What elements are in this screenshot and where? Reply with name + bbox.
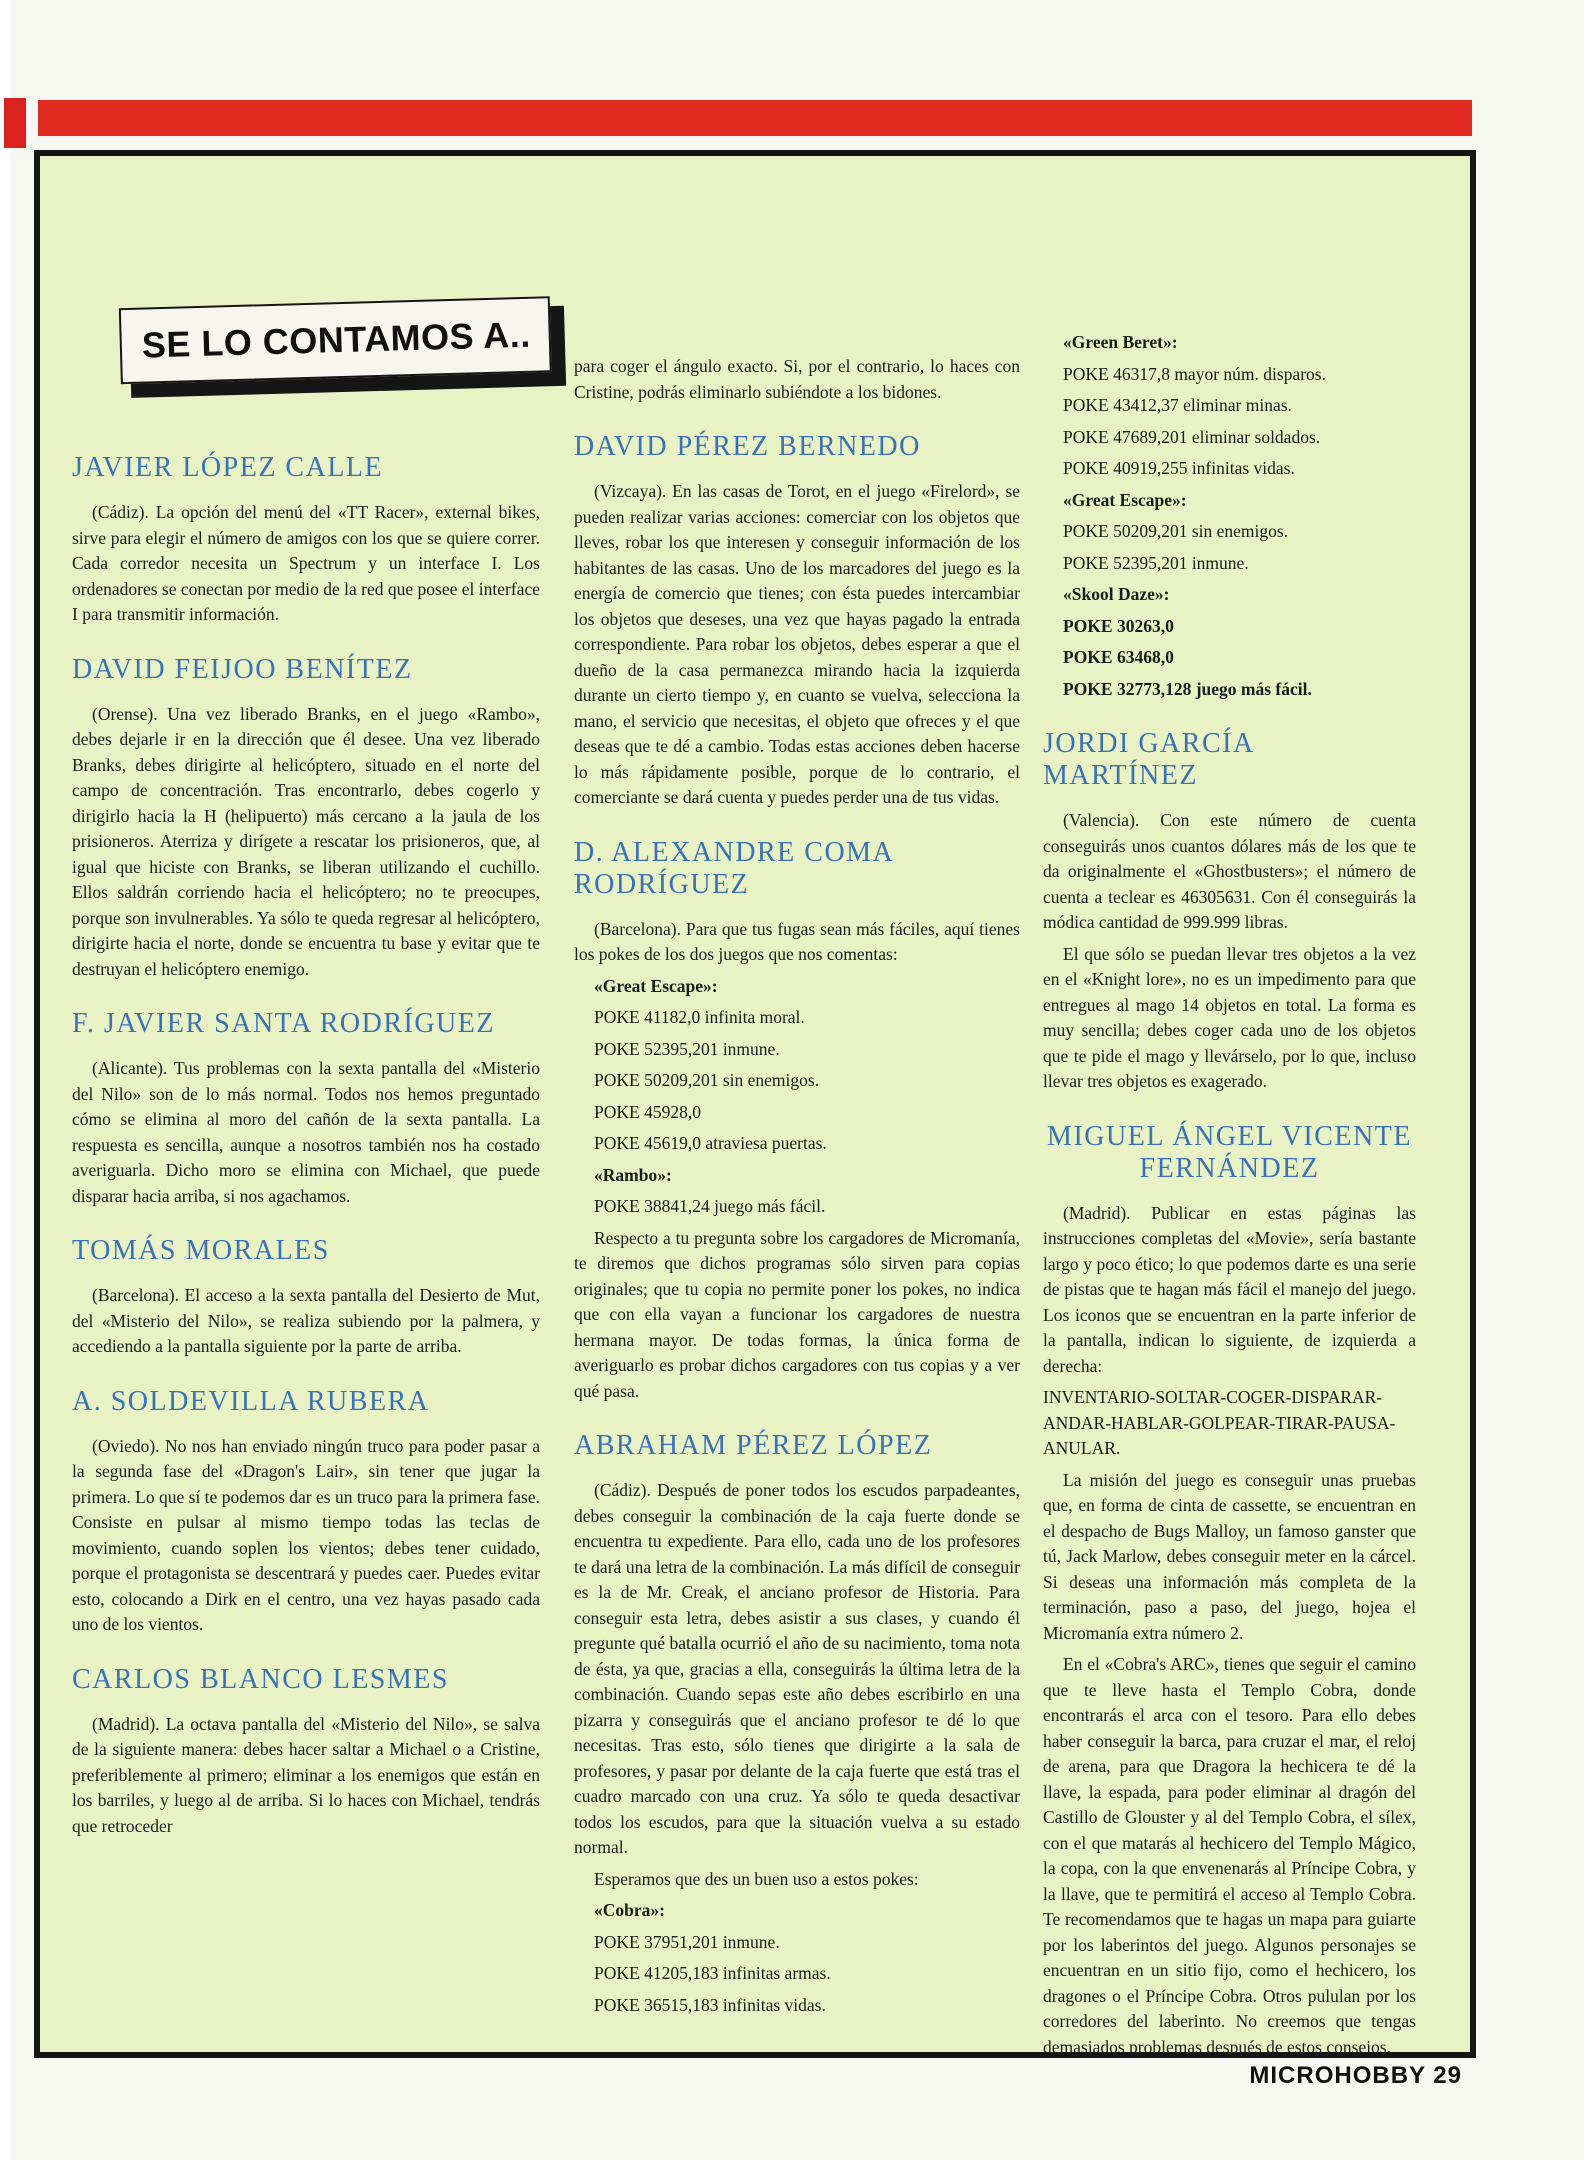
poke-line: POKE 52395,201 inmune. xyxy=(594,1038,780,1059)
game-title: «Green Beret»: xyxy=(1063,332,1178,352)
game-title: «Skool Daze»: xyxy=(1063,584,1170,604)
reader-name: CARLOS BLANCO LESMES xyxy=(72,1663,449,1695)
answer-text: La misión del juego es conseguir unas pruebas que, en forma de cinta de cassette, se encuentran en el despacho de Bugs Malloy, un famoso ganster que tú, Jack Marlow, debes conseguir meter en la cárcel. Si deseas una información más completa de la terminación, paso a paso, del juego, hojea el Micromanía extra número 2. xyxy=(1043,1469,1416,1643)
reader-name: F. JAVIER SANTA RODRÍGUEZ xyxy=(72,1008,495,1039)
game-title: «Great Escape»: xyxy=(594,975,718,996)
game-title: «Great Escape»: xyxy=(1063,489,1187,510)
poke-line: POKE 63468,0 xyxy=(1063,647,1174,667)
poke-line: POKE 38841,24 juego más fácil. xyxy=(594,1196,826,1216)
top-red-band xyxy=(38,100,1472,136)
answer-text: (Madrid). La octava pantalla del «Misterio del Nilo», se salva de la siguiente manera: debes hacer saltar a Michael o a Cristine, preferiblemente al primero; eliminar a los enemigos que están en los barriles, y luego al de arriba. Si lo haces con Michael, tendrás que retroceder xyxy=(72,1713,540,1836)
poke-line: POKE 45619,0 atraviesa puertas. xyxy=(594,1133,827,1153)
answer-text: (Cádiz). Después de poner todos los escudos parpadeantes, debes conseguir la combinación de la caja fuerte donde se encuentra tu expediente. Para ello, cada uno de los profesores te dará una letra de la combinación. La más difícil de conseguir es la de Mr. Creak, el anciano profesor de Historia. Para conseguir esta letra, debes asistir a sus clases, y cuando él pregunte qué batalla ocurrió el año de su nacimiento, toma nota de ésta, ya que, gracias a ella, conseguirás la última letra de la combinación. Cuando sepas este año debes escribirlo en una pizarra y conseguirás que el anciano profesor te dé lo que necesitas. Tras esto, sólo tienes que dirigirte a la sala de profesores, y pasar por delante de la caja fuerte que está tras el cuadro marcado con una cruz. Ya sólo te queda desactivar todos los escudos, para que la situación vuelva a su estado normal. xyxy=(574,1480,1020,1857)
answer-text: (Oviedo). No nos han enviado ningún truco para poder pasar a la segunda fase del «Dragon's Lair», sin tener que jugar la primera. Lo que sí te podemos dar es un truco para la primera fase. Consiste en pulsar al mismo tiempo todas las teclas de movimiento, cuando soplen los vientos; debes tener cuidado, porque el protagonista se descentrará y puedes caer. Puedes evitar esto, colocando a Dirk en el centro, una vez hayas pasado cada uno de los vientos. xyxy=(72,1435,540,1634)
answer-text: (Orense). Una vez liberado Branks, en el juego «Rambo», debes dejarle ir en la dirección que él desee. Una vez liberado Branks, debes dirigirte al helicóptero, situado en el norte del campo de concentración. Tras encontrarlo, debes cogerlo y dirigirlo hacia la H (helipuerto) más cercano a la jaula de los prisioneros. Aterriza y dirígete a rescatar los prisioneros, que, al igual que hiciste con Branks, se liberan utilizando el cuchillo. Ellos saldrán corriendo hacia el helicóptero; no te preocupes, porque son invulnerables. Ya sólo te queda regresar al helicóptero, dirigirte hacia el norte, donde se encuentra tu base y evitar que te destruyan el helicóptero enemigo. xyxy=(72,703,540,979)
answer-text: (Alicante). Tus problemas con la sexta pantalla del «Misterio del Nilo» son de lo más normal. Todos nos hemos preguntado cómo se elimina al moro del cañón de la sexta pantalla. La respuesta es sencilla, aunque a nosotros también nos ha costado averiguarla. Dicho moro se elimina con Michael, que puede disparar hacia arriba, si nos agachamos. xyxy=(72,1058,540,1206)
reader-name-line-2: RODRÍGUEZ xyxy=(574,868,750,900)
left-red-tab xyxy=(4,98,26,148)
answer-text: (Madrid). Publicar en estas páginas las instrucciones completas del «Movie», sería bastante largo y poco ético; lo que podemos darte es una serie de pistas que te hagan más fácil el manejo del juego. Los iconos que se encuentran en la parte inferior de la pantalla, indican lo siguiente, de izquierda a derecha: xyxy=(1043,1202,1416,1376)
answer-text: (Barcelona). El acceso a la sexta pantalla del Desierto de Mut, del «Misterio del Nilo», se realiza subiendo por la palmera, y accediendo a la pantalla siguiente por la parte de arriba. xyxy=(72,1285,540,1356)
poke-line: POKE 52395,201 inmune. xyxy=(1063,552,1249,573)
reader-name: DAVID FEIJOO BENÍTEZ xyxy=(72,653,413,685)
reader-name-line-2: FERNÁNDEZ xyxy=(1139,1152,1320,1184)
poke-line: POKE 36515,183 infinitas vidas. xyxy=(594,1994,826,2015)
reader-name: A. SOLDEVILLA RUBERA xyxy=(72,1385,430,1417)
reader-name-line-1: MIGUEL ÁNGEL VICENTE xyxy=(1047,1120,1412,1152)
reader-name-line-1: D. ALEXANDRE COMA xyxy=(574,836,895,868)
answer-text: En el «Cobra's ARC», tienes que seguir el camino que te lleve hasta el Templo Cobra, donde encontrarás el arca con el tesoro. Para ello debes haber conseguir la barca, para cruzar el mar, el reloj de arena, para que Dragora la hechicera te dé la llave, la espada, para poder eliminar al dragón del Castillo de Glouster y al del Templo Cobra, el sílex, con el que matarás al hechicero del Templo Mágico, la copa, con la que envenenarás al Príncipe Cobra, y la llave, que te permitirá el acceso al Templo Cobra. Te recomendamos que te hagas un mapa para guiarte por los laberintos del juego. Algunos personajes se encuentran en un sitio fijo, como el hechicero, los dragones o el Príncipe Cobra. Otros pululan por los corredores del laberinto. No creemos que tengas demasiados problemas después de estos consejos. xyxy=(1043,1654,1416,2057)
column-2 xyxy=(574,354,1020,2024)
answer-text: (Barcelona). Para que tus fugas sean más fáciles, aquí tienes los pokes de los dos juegos que nos comentas: xyxy=(574,918,1020,964)
page-number: 29 xyxy=(1433,2062,1462,2089)
poke-line: POKE 41182,0 infinita moral. xyxy=(594,1007,805,1027)
column-1 xyxy=(72,452,540,1845)
reader-name: JORDI GARCÍA MARTÍNEZ xyxy=(1043,728,1254,791)
poke-line: POKE 30263,0 xyxy=(1063,615,1174,636)
section-heading-box xyxy=(119,296,566,400)
answer-text: (Vizcaya). En las casas de Torot, en el juego «Firelord», se pueden realizar varias acciones: comerciar con los objetos que lleves, robar los que interesen y conseguir información de los habitantes de las casas. Uno de los marcadores del juego es la energía de comercio que tienes; con ésta puedes intercambiar los objetos que deseses, una vez que hayas pagado la entrada correspondiente. Para robar los objetos, debes esperar a que el dueño de la casa permanezca mirando hacia la izquierda durante un cierto tiempo y, en cuanto se vuelva, selecciona la mano, el servicio que necesitas, el objeto que ofreces y el que deseas que te dé a cambio. Todas estas acciones deben hacerse lo más rápidamente posible, porque de lo contrario, el comerciante se dará cuenta y puedes perder una de tus vidas. xyxy=(574,481,1020,807)
reader-name: JAVIER LÓPEZ CALLE xyxy=(72,452,384,483)
reader-name: DAVID PÉREZ BERNEDO xyxy=(574,431,921,462)
reader-name xyxy=(1043,1121,1416,1185)
answer-text: (Cádiz). La opción del menú del «TT Racer», external bikes, sirve para elegir el número de amigos con los que se quiere correr. Cada corredor necesita un Spectrum y un interface I. Los ordenadores se conectan por medio de la red que posee el interface I para transmitir información. xyxy=(72,502,540,624)
page-edge xyxy=(0,0,10,2160)
answer-text: Respecto a tu pregunta sobre los cargadores de Micromanía, te diremos que dichos programas sólo sirven para copias originales; que tu copia no permite poner los pokes, no indica que con ella vayan a funcionar los cargadores de nuestra hermana mayor. De todas formas, la única forma de averiguarlo es probar dichos cargadores con tus copias y a ver qué pasa. xyxy=(574,1227,1020,1401)
reader-name xyxy=(574,837,1020,901)
magazine-name: MICROHOBBY xyxy=(1249,2062,1426,2089)
reader-name: TOMÁS MORALES xyxy=(72,1235,330,1266)
game-title: «Rambo»: xyxy=(594,1164,672,1185)
answer-text: El que sólo se puedan llevar tres objetos a la vez en el «Knight lore», no es un impedimento para que entregues al mago 14 objetos en total. La forma es muy sencilla; debes coger cada uno de los objetos que te pide el mago y llevárselo, por lo que, incluso llevar tres objetos es exagerado. xyxy=(1043,943,1416,1091)
game-title: «Cobra»: xyxy=(594,1900,665,1920)
answer-continued: para coger el ángulo exacto. Si, por el contrario, lo haces con Cristine, podrás eliminarlo subiéndote a los bidones. xyxy=(574,356,1020,402)
icon-list: INVENTARIO-SOLTAR-COGER-DISPARAR-ANDAR-HABLAR-GOLPEAR-TIRAR-PAUSA-ANULAR. xyxy=(1043,1387,1396,1458)
column-3 xyxy=(1043,330,1416,2066)
answer-text: Esperamos que des un buen uso a estos pokes: xyxy=(594,1868,919,1889)
poke-line: POKE 47689,201 eliminar soldados. xyxy=(1063,426,1321,447)
poke-line: POKE 45928,0 xyxy=(594,1101,701,1122)
page-footer xyxy=(1249,2062,1462,2090)
poke-line: POKE 43412,37 eliminar minas. xyxy=(1063,395,1292,415)
reader-name: ABRAHAM PÉREZ LÓPEZ xyxy=(574,1430,933,1461)
poke-line: POKE 50209,201 sin enemigos. xyxy=(594,1070,820,1090)
poke-line: POKE 50209,201 sin enemigos. xyxy=(1063,521,1289,541)
answer-text: (Valencia). Con este número de cuenta conseguirás unos cuantos dólares más de los que te da originalmente el «Ghostbusters»; el número de cuenta a teclear es 46305631. Con él conseguirás la módica cantidad de 999.999 libras. xyxy=(1043,810,1416,932)
poke-line: POKE 46317,8 mayor núm. disparos. xyxy=(1063,363,1326,384)
poke-line: POKE 41205,183 infinitas armas. xyxy=(594,1963,831,1983)
section-heading: SE LO CONTAMOS A.. xyxy=(119,296,552,384)
poke-line: POKE 40919,255 infinitas vidas. xyxy=(1063,458,1295,478)
poke-line: POKE 37951,201 inmune. xyxy=(594,1931,780,1952)
poke-line: POKE 32773,128 juego más fácil. xyxy=(1063,678,1312,699)
